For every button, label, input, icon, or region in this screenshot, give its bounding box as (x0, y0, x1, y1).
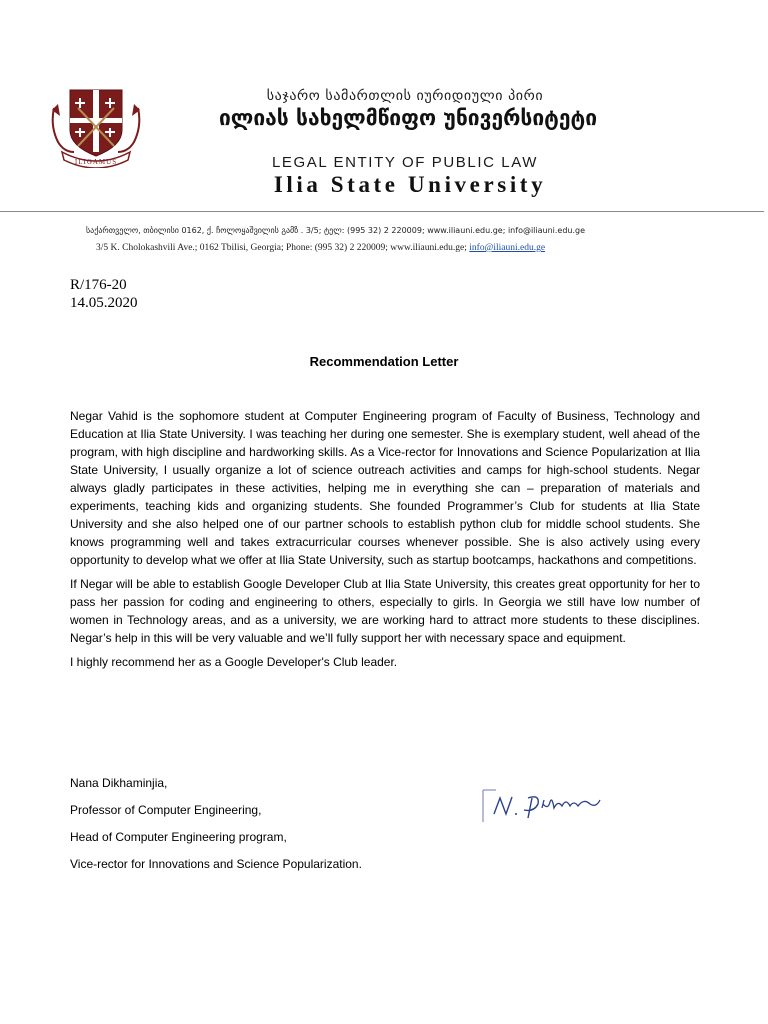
crest-motto-text: ILIGAMUS (74, 158, 118, 166)
body-paragraph: I highly recommend her as a Google Developer's Club leader. (70, 655, 398, 669)
signatory-block (70, 774, 362, 882)
body-paragraph: If Negar will be able to establish Google Developer Club at Ilia State University, this creates great opportunity for her to pass her passion for coding and engineering to others, especially to girls. In Georgia we still have low number of women in Technology areas, and as a university, we are working hard to attract more students to these disciplines. Negar’s help in this will be very valuable and we’ll fully support her with necessary space and equipment. (70, 577, 700, 645)
reference-number: R/176-20 (70, 277, 127, 293)
en-legal-entity: LEGAL ENTITY OF PUBLIC LAW (271, 154, 539, 171)
signatory-name: Nana Dikhaminjia, (70, 776, 168, 790)
letter-title: Recommendation Letter (309, 354, 459, 369)
geo-legal-entity: საჯარო სამართლის იურიდიული პირი (266, 88, 544, 104)
body-paragraph: Negar Vahid is the sophomore student at Computer Engineering program of Faculty of Business, Technology and Education at Ilia State University. I was teaching her during one semester. She is exemplary student, well ahead of the program, with high discipline and hardworking skills. As a Vice-rector for Innovations and Science Popularization at Ilia State University, I usually organize a lot of science outreach activities and camps for high-school students. Negar always gladly participates in these activities, helping me in everything she can – preparation of materials and experiments, teaching kids and organizing students. She founded Programmer’s Club for students at Ilia State University and she also helped one of our partner schools to establish python club for middle school students. She knows programming well and takes extracurricular courses whenever possible. She is also actively using every opportunity to develop what we offer at Ilia State University, such as startup bootcamps, hackathons and competitions. (70, 409, 700, 567)
handwritten-signature (480, 786, 610, 826)
letter-body (70, 407, 700, 677)
address-georgian: საქართველო, თბილისი 0162, ქ. ჩოლოყაშვილის გამზ . 3/5; ტელ: (995 32) 2 220009; www.iliauni.edu.ge; info@iliauni.edu.ge (86, 226, 586, 235)
en-university-name: Ilia State University (273, 172, 547, 197)
letterhead-divider (0, 211, 764, 212)
reference-block (70, 276, 138, 312)
geo-university-name: ილიას სახელმწიფო უნივერსიტეტი (218, 106, 598, 130)
email-link[interactable]: info@iliauni.edu.ge (469, 243, 546, 253)
signatory-position: Head of Computer Engineering program, (70, 830, 287, 844)
address-english-text: 3/5 K. Cholokashvili Ave.; 0162 Tbilisi, Georgia; Phone: (995 32) 2 220009; www.iliauni.edu.ge; (96, 243, 470, 253)
address-english (96, 243, 656, 253)
signatory-position: Professor of Computer Engineering, (70, 803, 262, 817)
reference-date: 14.05.2020 (70, 295, 138, 311)
university-crest-logo (48, 86, 144, 168)
signatory-position: Vice-rector for Innovations and Science Popularization. (70, 857, 362, 871)
